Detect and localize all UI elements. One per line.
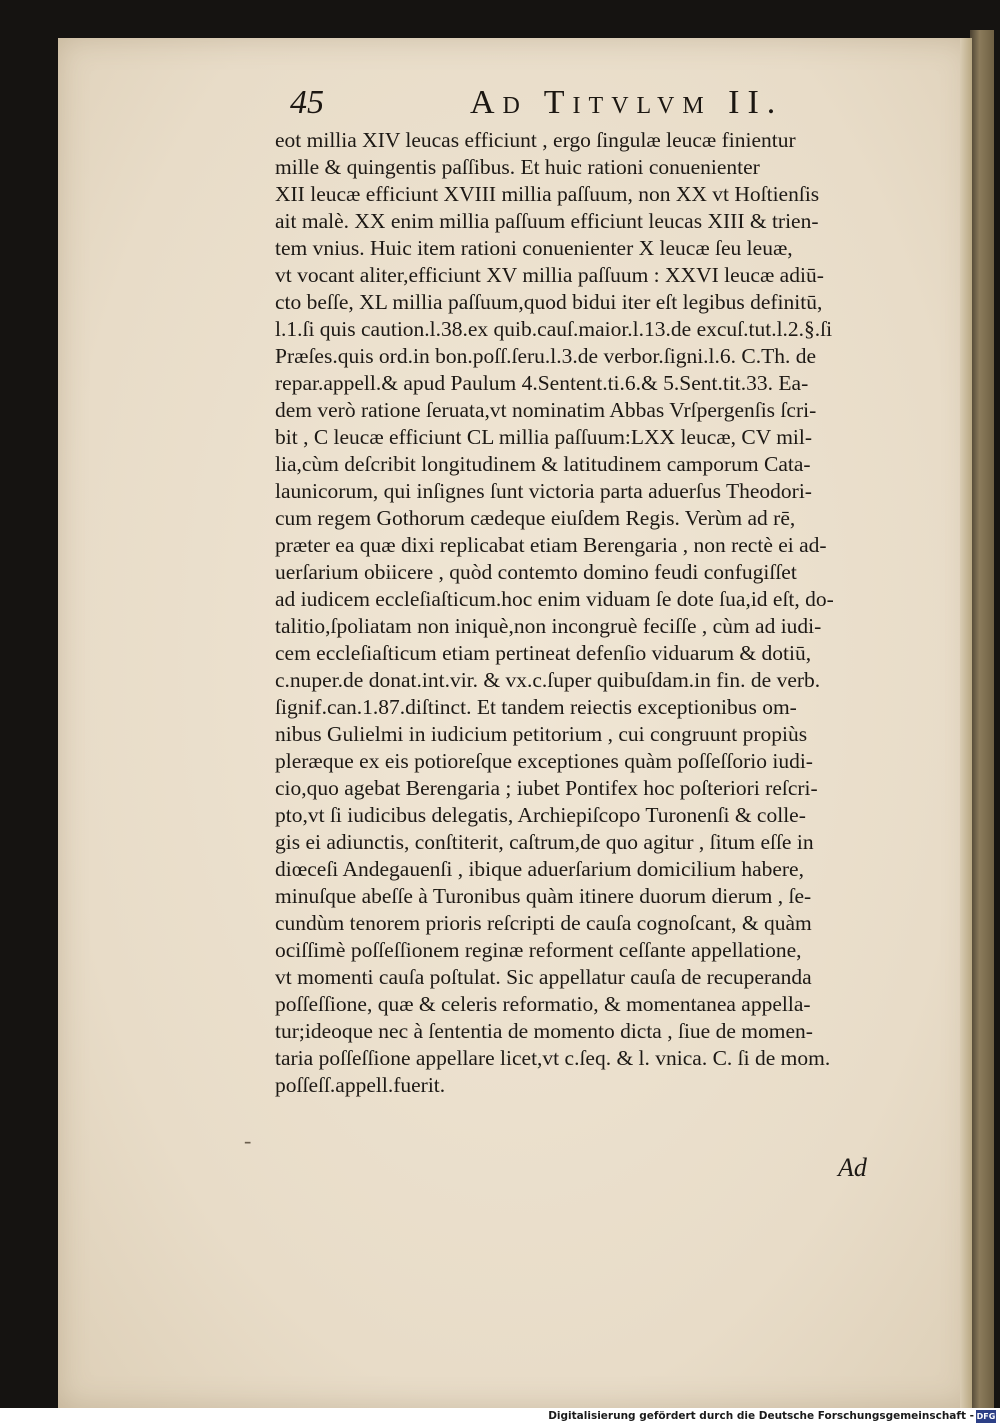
text-line: gis ei adiunctis, conſtiterit, caſtrum,de quo agitur , ſitum eſſe in bbox=[275, 830, 814, 854]
dfg-logo: DFG bbox=[976, 1412, 996, 1421]
text-line: pleræque ex eis potioreſque exceptiones quàm poſſeſſorio iudi- bbox=[275, 749, 813, 773]
text-line: uerſarium obiicere , quòd contemto domino feudi confugiſſet bbox=[275, 560, 797, 584]
text-line: cto beſſe, XL millia paſſuum,quod bidui iter eſt legibus definitū, bbox=[275, 290, 823, 314]
text-line: repar.appell.& apud Paulum 4.Sentent.ti.6.& 5.Sent.tit.33. Ea- bbox=[275, 371, 809, 395]
text-line: XII leucæ efficiunt XVIII millia paſſuum, non XX vt Hoſtienſis bbox=[275, 182, 820, 206]
text-line: talitio,ſpoliatam non iniquè,non incongruè feciſſe , cùm ad iudi- bbox=[275, 614, 822, 638]
text-line: vt vocant aliter,efficiunt XV millia paſſuum : XXVI leucæ adiū- bbox=[275, 263, 824, 287]
text-line: ociſſimè poſſeſſionem reginæ reforment ceſſante appellatione, bbox=[275, 938, 802, 962]
body-text bbox=[275, 127, 963, 1099]
text-line: nibus Gulielmi in iudicium petitorium , cui congruunt propiùs bbox=[275, 722, 808, 746]
book-board-edge bbox=[970, 30, 994, 1415]
text-line: taria poſſeſſione appellare licet,vt c.ſeq. & l. vnica. C. ſi de mom. bbox=[275, 1046, 831, 1070]
text-line: cem eccleſiaſticum etiam pertineat defenſio viduarum & dotiū, bbox=[275, 641, 812, 665]
text-line: cundùm tenorem prioris reſcripti de cauſa cognoſcant, & quàm bbox=[275, 911, 812, 935]
text-line: diœceſi Andegauenſi , ibique aduerſarium domicilium habere, bbox=[275, 857, 804, 881]
text-line: cio,quo agebat Berengaria ; iubet Pontifex hoc poſteriori reſcri- bbox=[275, 776, 818, 800]
text-line: c.nuper.de donat.int.vir. & vx.c.ſuper quibuſdam.in fin. de verb. bbox=[275, 668, 821, 692]
text-line: l.1.ſi quis caution.l.38.ex quib.cauſ.maior.l.13.de excuſ.tut.l.2.§.ſi bbox=[275, 317, 833, 341]
text-line: cum regem Gothorum cædeque eiuſdem Regis. Verùm ad rē, bbox=[275, 506, 796, 530]
text-line: præter ea quæ dixi replicabat etiam Berengaria , non rectè ei ad- bbox=[275, 533, 827, 557]
text-line: eot millia XIV leucas efficiunt , ergo ſingulæ leucæ finientur bbox=[275, 128, 796, 152]
text-line: minuſque abeſſe à Turonibus quàm itinere duorum dierum , ſe- bbox=[275, 884, 812, 908]
text-line: dem verò ratione ſeruata,vt nominatim Abbas Vrſpergenſis ſcri- bbox=[275, 398, 817, 422]
margin-mark: - bbox=[244, 1128, 252, 1153]
footer-bar bbox=[0, 1408, 1000, 1426]
text-line: mille & quingentis paſſibus. Et huic rationi conuenienter bbox=[275, 155, 760, 179]
text-line: launicorum, qui inſignes ſunt victoria parta aduerſus Theodori- bbox=[275, 479, 812, 503]
text-line: poſſeſſione, quæ & celeris reformatio, & momentanea appella- bbox=[275, 992, 811, 1016]
catchword: Ad bbox=[838, 1153, 867, 1182]
text-line: pto,vt ſi iudicibus delegatis, Archiepiſcopo Turonenſi & colle- bbox=[275, 803, 806, 827]
text-line: Præſes.quis ord.in bon.poſſ.ſeru.l.3.de verbor.ſigni.l.6. C.Th. de bbox=[275, 344, 817, 368]
text-line: poſſeſſ.appell.fuerit. bbox=[275, 1073, 446, 1097]
page-number: 45 bbox=[290, 84, 324, 121]
running-head-title: Ad Titvlvm II. bbox=[470, 84, 784, 121]
footer-credit: Digitalisierung gefördert durch die Deutsche Forschungsgemeinschaft - bbox=[548, 1410, 974, 1422]
text-line: vt momenti cauſa poſtulat. Sic appellatur cauſa de recuperanda bbox=[275, 965, 812, 989]
text-line: bit , C leucæ efficiunt CL millia paſſuum:LXX leucæ, CV mil- bbox=[275, 425, 813, 449]
text-line: ait malè. XX enim millia paſſuum efficiunt leucas XIII & trien- bbox=[275, 209, 819, 233]
text-line: ad iudicem eccleſiaſticum.hoc enim viduam ſe dote ſua,id eſt, do- bbox=[275, 587, 834, 611]
text-line: tem vnius. Huic item rationi conuenienter X leucæ ſeu leuæ, bbox=[275, 236, 793, 260]
text-line: tur;ideoque nec à ſententia de momento dicta , ſiue de momen- bbox=[275, 1019, 813, 1043]
text-line: ſignif.can.1.87.diſtinct. Et tandem reiectis exceptionibus om- bbox=[275, 695, 797, 719]
text-line: lia,cùm deſcribit longitudinem & latitudinem camporum Cata- bbox=[275, 452, 811, 476]
